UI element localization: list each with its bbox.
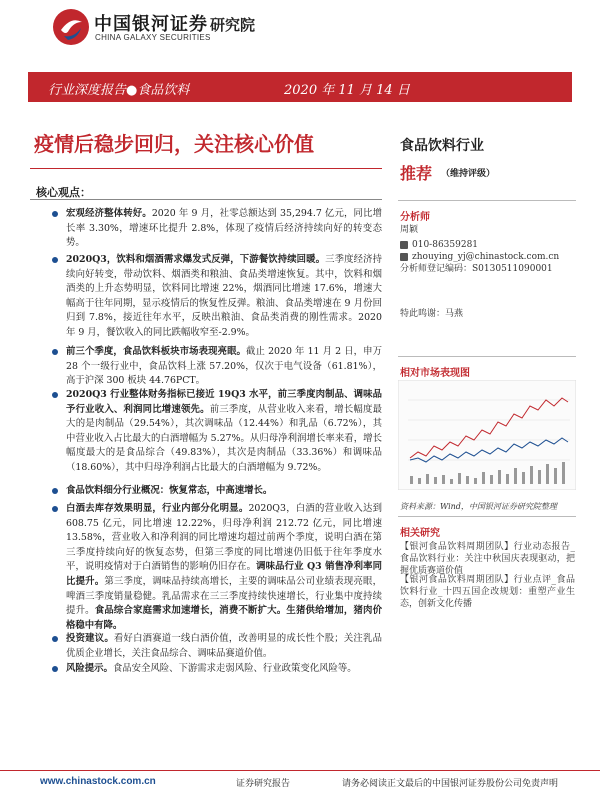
- footer-website-link[interactable]: www.chinastock.com.cn: [40, 776, 156, 787]
- report-date: 2020 年 11 月 14 日: [284, 83, 410, 98]
- bullet-dot: [52, 392, 58, 398]
- brand-name-en: CHINA GALAXY SECURITIES: [95, 33, 211, 42]
- bullet-dot: [52, 257, 58, 263]
- chart-divider: [398, 356, 576, 357]
- bullet-financials: 2020Q3 行业整体财务指标已接近 19Q3 水平，前三季度肉制品、调味品予行业收入、利润同比增速领先。前三季度，从营业收入来看，增长幅度最大的是肉制品（29.54%），其次调味品（12.44%）和乳品（6.72%），其中营业收入占比最大的白酒增幅为 5.27%。从归母净利润增长率来看，增长幅度最大的是食品综合（49.83%），其次是肉制品（33.36%）和调味品（18.60%），其中归母净利润占比最大的白酒增幅为 9.72%。: [66, 388, 382, 476]
- chart-frame: [398, 380, 576, 490]
- galaxy-logo-icon: [52, 8, 90, 46]
- bullet-dot: [52, 349, 58, 355]
- core-divider: [30, 199, 382, 200]
- institute-label: 研究院: [210, 16, 256, 34]
- analyst-phone: 010-86359281: [400, 239, 478, 251]
- relative-performance-chart: [398, 380, 576, 490]
- chart-source: 资料来源：Wind，中国银河证券研究院整理: [400, 502, 557, 511]
- rating-note: （维持评级）: [441, 169, 496, 179]
- analyst-license: 分析师登记编码：S0130511090001: [400, 264, 553, 274]
- bullet-subsectors: 食品饮料细分行业概况：恢复常态，中高速增长。: [66, 484, 382, 499]
- bullet-dot: [52, 488, 58, 494]
- related-item-1[interactable]: 【银河食品饮料周期团队】行业动态报告_食品饮料行业：关注中秋国庆表现驱动，把握优质赛道价值: [400, 542, 575, 577]
- bullet-investment: 投资建议。看好白酒赛道一线白酒价值，改善明显的成长性个股；关注乳品优质企业增长，关注食品综合、调味品赛道价值。: [66, 632, 382, 661]
- footer-label: 证券研究报告: [236, 779, 291, 789]
- rating: 推荐: [400, 164, 433, 183]
- core-points-heading: 核心观点：: [36, 186, 91, 199]
- bullet-macro: 宏观经济整体转好。2020 年 9 月，社零总额达到 35,294.7 亿元，同比增长率 3.30%，增速环比提升 2.8%，体现了疫情后经济持续向好的转变态势。: [66, 207, 382, 251]
- bullet-dot: [52, 666, 58, 672]
- related-item-2[interactable]: 【银河食品饮料周期团队】行业点评_食品饮料行业_十四五国企改规划：重塑产业生态，创新文化传播: [400, 575, 575, 610]
- footer-divider: [0, 770, 600, 771]
- bullet-dot: [52, 211, 58, 217]
- bullet-baijiu: 白酒去库存效果明显，行业内部分化明显。2020Q3，白酒的营业收入达到 608.75 亿元，同比增速 12.22%，归母净利润 212.72 亿元，同比增速 13.58%，营业收入和净利润的同比增速均超过前两个季度，说明白酒在第三季度持续向好的恢复态势，但第三季度的同比增速仍旧低于往年季度水平，说明疫情对于白酒销售的影响仍旧存在。调味品行业 Q3 销售净利率同比提升。第三季度，调味品持续高增长，主要的调味品公司业绩表现亮眼，啤酒三季度销量稳健。乳品需求在三三季度持续快速增长，行业集中度持续提升。食品综合家庭需求加速增长，消费不断扩大。生猪供给增加，猪肉价格稳中有降。: [66, 502, 382, 633]
- related-heading: 相关研究: [400, 528, 440, 539]
- phone-icon: [400, 241, 408, 249]
- footer-disclaimer: 请务必阅读正文最后的中国银河证券股份公司免责声明: [342, 779, 559, 789]
- report-type: 行业深度报告●食品饮料: [48, 83, 190, 98]
- bullet-dot: [52, 636, 58, 642]
- title-divider: [30, 168, 382, 169]
- sidebar-divider: [398, 200, 576, 201]
- email-icon: [400, 253, 408, 261]
- bullet-dot: [52, 506, 58, 512]
- bullet-risk: 风险提示。食品安全风险、下游需求走弱风险、行业政策变化风险等。: [66, 662, 382, 677]
- brand-name-cn: 中国银河证券: [94, 14, 208, 35]
- sector-name: 食品饮料行业: [400, 138, 484, 154]
- chart-title: 相对市场表现图: [400, 368, 470, 379]
- analyst-heading: 分析师: [400, 212, 430, 223]
- bullet-market-perf: 前三个季度，食品饮料板块市场表现亮眼。截止 2020 年 11 月 2 日，申万 28 个一级行业中，食品饮料上涨 57.20%，仅次于电气设备（61.81%），高于沪深 300 板块 44.76PCT。: [66, 345, 382, 389]
- analyst-email: zhouying_yj@chinastock.com.cn: [400, 251, 559, 263]
- report-title: 疫情后稳步回归，关注核心价值: [34, 132, 314, 156]
- related-divider: [398, 516, 576, 517]
- analyst-name: 周颖: [400, 225, 419, 235]
- bullet-q3-demand: 2020Q3，饮料和烟酒需求爆发式反弹，下游餐饮持续回暖。三季度经济持续向好转变，带动饮料、烟酒类和粮油、食品类增速恢复。其中，饮料和烟酒类的上升态势明显，饮料同比增速 22%，烟酒同比增速 17.6%，增速大幅高于往年同期，显示疫情后的恢复性反弹。粮油、食品类增速在 9 月份回归到 7.8%，接近往年水平，反映出粮油、食品类消费的刚性需求。2020 年 9 月，餐饮收入的同比跌幅收窄至-2.9%。: [66, 253, 382, 341]
- acknowledgement: 特此鸣谢：马燕: [400, 309, 464, 319]
